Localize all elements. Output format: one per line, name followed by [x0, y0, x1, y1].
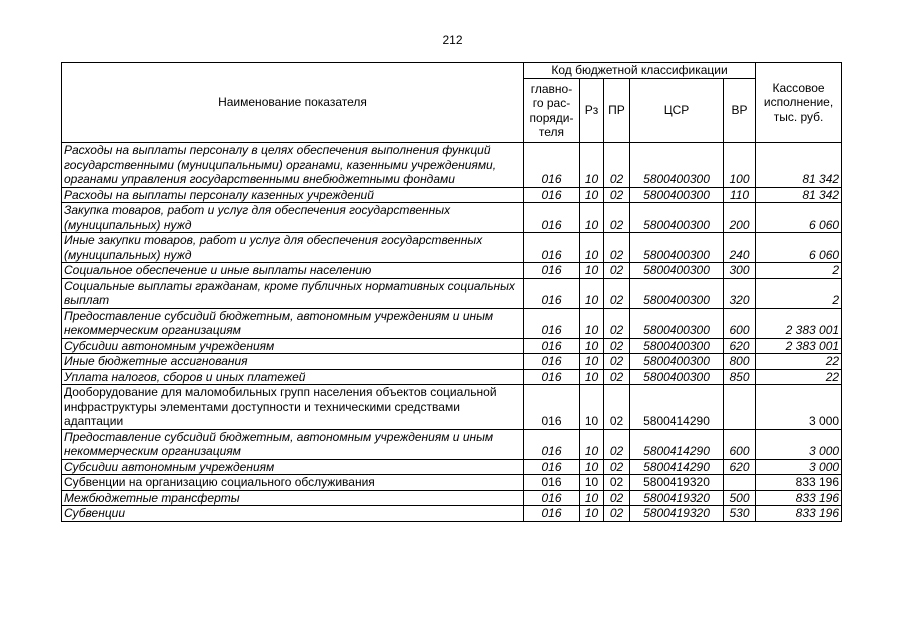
column-header-rz: Рз — [580, 79, 604, 143]
row-admin-code: 016 — [524, 506, 580, 522]
row-name: Предоставление субсидий бюджетным, автономным учреждениям и иным некоммерческим организациям — [62, 429, 524, 459]
row-admin-code: 016 — [524, 385, 580, 430]
column-header-vr: ВР — [724, 79, 756, 143]
row-amount: 2 383 001 — [756, 308, 842, 338]
row-pr-code: 02 — [604, 338, 630, 354]
row-rz-code: 10 — [580, 475, 604, 491]
row-rz-code: 10 — [580, 506, 604, 522]
row-csr-code: 5800400300 — [630, 233, 724, 263]
row-rz-code: 10 — [580, 369, 604, 385]
table-row — [62, 187, 842, 203]
row-amount: 6 060 — [756, 233, 842, 263]
row-rz-code: 10 — [580, 308, 604, 338]
row-amount: 6 060 — [756, 203, 842, 233]
header-row-top — [62, 63, 842, 79]
table-row — [62, 338, 842, 354]
row-pr-code: 02 — [604, 187, 630, 203]
row-amount: 2 — [756, 263, 842, 279]
column-header-code-group: Код бюджетной классификации — [524, 63, 756, 79]
row-amount: 81 342 — [756, 187, 842, 203]
row-admin-code: 016 — [524, 308, 580, 338]
row-vr-code — [724, 385, 756, 430]
table-row — [62, 429, 842, 459]
row-amount: 2 383 001 — [756, 338, 842, 354]
row-pr-code: 02 — [604, 143, 630, 188]
row-csr-code: 5800419320 — [630, 506, 724, 522]
table-row — [62, 369, 842, 385]
row-csr-code: 5800414290 — [630, 385, 724, 430]
row-admin-code: 016 — [524, 187, 580, 203]
row-admin-code: 016 — [524, 459, 580, 475]
row-vr-code: 500 — [724, 490, 756, 506]
row-rz-code: 10 — [580, 385, 604, 430]
row-vr-code: 530 — [724, 506, 756, 522]
row-admin-code: 016 — [524, 354, 580, 370]
row-vr-code — [724, 475, 756, 491]
row-name: Уплата налогов, сборов и иных платежей — [62, 369, 524, 385]
row-pr-code: 02 — [604, 506, 630, 522]
row-name: Социальное обеспечение и иные выплаты населению — [62, 263, 524, 279]
row-rz-code: 10 — [580, 459, 604, 475]
row-name: Иные закупки товаров, работ и услуг для обеспечения государственных (муниципальных) нужд — [62, 233, 524, 263]
table-row — [62, 233, 842, 263]
table-row — [62, 143, 842, 188]
row-admin-code: 016 — [524, 278, 580, 308]
column-header-admin-line: главно- — [530, 81, 573, 96]
row-vr-code: 240 — [724, 233, 756, 263]
row-csr-code: 5800400300 — [630, 263, 724, 279]
column-header-pr: ПР — [604, 79, 630, 143]
row-name: Субвенции на организацию социального обслуживания — [62, 475, 524, 491]
row-amount: 81 342 — [756, 143, 842, 188]
row-pr-code: 02 — [604, 385, 630, 430]
table-row — [62, 385, 842, 430]
row-admin-code: 016 — [524, 203, 580, 233]
row-amount: 833 196 — [756, 506, 842, 522]
row-vr-code: 320 — [724, 278, 756, 308]
row-name: Расходы на выплаты персоналу в целях обеспечения выполнения функций государственными (муниципальными) органами, казенными учреждениями, органами управления государственными внебюджетными фондами — [62, 143, 524, 188]
row-rz-code: 10 — [580, 338, 604, 354]
row-csr-code: 5800414290 — [630, 459, 724, 475]
column-header-amount — [756, 63, 842, 143]
row-csr-code: 5800400300 — [630, 308, 724, 338]
row-amount: 22 — [756, 369, 842, 385]
row-vr-code: 620 — [724, 459, 756, 475]
row-admin-code: 016 — [524, 369, 580, 385]
table-row — [62, 203, 842, 233]
row-name: Дооборудование для маломобильных групп населения объектов социальной инфраструктуры элементами доступности и техническими средствами адаптации — [62, 385, 524, 430]
row-rz-code: 10 — [580, 203, 604, 233]
row-pr-code: 02 — [604, 369, 630, 385]
row-name: Субсидии автономным учреждениям — [62, 338, 524, 354]
table-row — [62, 278, 842, 308]
row-name: Закупка товаров, работ и услуг для обеспечения государственных (муниципальных) нужд — [62, 203, 524, 233]
row-vr-code: 850 — [724, 369, 756, 385]
budget-table — [61, 62, 842, 522]
table-row — [62, 354, 842, 370]
row-csr-code: 5800400300 — [630, 203, 724, 233]
table-row — [62, 459, 842, 475]
row-admin-code: 016 — [524, 338, 580, 354]
row-name: Предоставление субсидий бюджетным, автономным учреждениям и иным некоммерческим организациям — [62, 308, 524, 338]
row-vr-code: 110 — [724, 187, 756, 203]
row-pr-code: 02 — [604, 278, 630, 308]
column-header-amount-line: Кассовое — [772, 80, 825, 95]
row-pr-code: 02 — [604, 490, 630, 506]
row-vr-code: 800 — [724, 354, 756, 370]
row-rz-code: 10 — [580, 278, 604, 308]
row-admin-code: 016 — [524, 490, 580, 506]
table-row — [62, 475, 842, 491]
column-header-admin-line: поряди- — [529, 110, 574, 125]
row-vr-code: 300 — [724, 263, 756, 279]
row-rz-code: 10 — [580, 187, 604, 203]
row-admin-code: 016 — [524, 233, 580, 263]
row-rz-code: 10 — [580, 429, 604, 459]
row-vr-code: 200 — [724, 203, 756, 233]
row-rz-code: 10 — [580, 354, 604, 370]
row-amount: 3 000 — [756, 385, 842, 430]
row-name: Иные бюджетные ассигнования — [62, 354, 524, 370]
row-csr-code: 5800400300 — [630, 369, 724, 385]
column-header-admin-line: теля — [538, 125, 565, 139]
row-pr-code: 02 — [604, 429, 630, 459]
table-row — [62, 263, 842, 279]
row-pr-code: 02 — [604, 308, 630, 338]
row-admin-code: 016 — [524, 429, 580, 459]
row-amount: 3 000 — [756, 459, 842, 475]
table-row — [62, 490, 842, 506]
row-csr-code: 5800400300 — [630, 143, 724, 188]
row-amount: 2 — [756, 278, 842, 308]
table-row — [62, 506, 842, 522]
row-admin-code: 016 — [524, 475, 580, 491]
table-row — [62, 308, 842, 338]
table-body — [62, 143, 842, 522]
row-csr-code: 5800400300 — [630, 187, 724, 203]
column-header-admin-line: го рас- — [532, 96, 571, 110]
row-name: Субвенции — [62, 506, 524, 522]
row-csr-code: 5800414290 — [630, 429, 724, 459]
row-pr-code: 02 — [604, 459, 630, 475]
row-admin-code: 016 — [524, 143, 580, 188]
page-number: 212 — [442, 33, 463, 47]
row-pr-code: 02 — [604, 203, 630, 233]
row-vr-code: 600 — [724, 308, 756, 338]
column-header-amount-line: тыс. руб. — [773, 109, 824, 124]
row-amount: 3 000 — [756, 429, 842, 459]
row-name: Расходы на выплаты персоналу казенных учреждений — [62, 187, 524, 203]
column-header-admin — [524, 79, 580, 143]
row-csr-code: 5800400300 — [630, 338, 724, 354]
column-header-amount-line: исполнение, — [763, 95, 834, 110]
row-pr-code: 02 — [604, 354, 630, 370]
row-vr-code: 100 — [724, 143, 756, 188]
row-pr-code: 02 — [604, 263, 630, 279]
row-csr-code: 5800400300 — [630, 278, 724, 308]
row-admin-code: 016 — [524, 263, 580, 279]
row-vr-code: 620 — [724, 338, 756, 354]
row-name: Социальные выплаты гражданам, кроме публичных нормативных социальных выплат — [62, 278, 524, 308]
row-name: Межбюджетные трансферты — [62, 490, 524, 506]
row-amount: 833 196 — [756, 490, 842, 506]
column-header-name: Наименование показателя — [62, 63, 524, 143]
row-pr-code: 02 — [604, 475, 630, 491]
column-header-csr: ЦСР — [630, 79, 724, 143]
row-rz-code: 10 — [580, 233, 604, 263]
row-csr-code: 5800419320 — [630, 490, 724, 506]
row-rz-code: 10 — [580, 490, 604, 506]
row-amount: 833 196 — [756, 475, 842, 491]
row-name: Субсидии автономным учреждениям — [62, 459, 524, 475]
row-csr-code: 5800419320 — [630, 475, 724, 491]
row-rz-code: 10 — [580, 143, 604, 188]
row-vr-code: 600 — [724, 429, 756, 459]
row-csr-code: 5800400300 — [630, 354, 724, 370]
row-rz-code: 10 — [580, 263, 604, 279]
row-amount: 22 — [756, 354, 842, 370]
row-pr-code: 02 — [604, 233, 630, 263]
